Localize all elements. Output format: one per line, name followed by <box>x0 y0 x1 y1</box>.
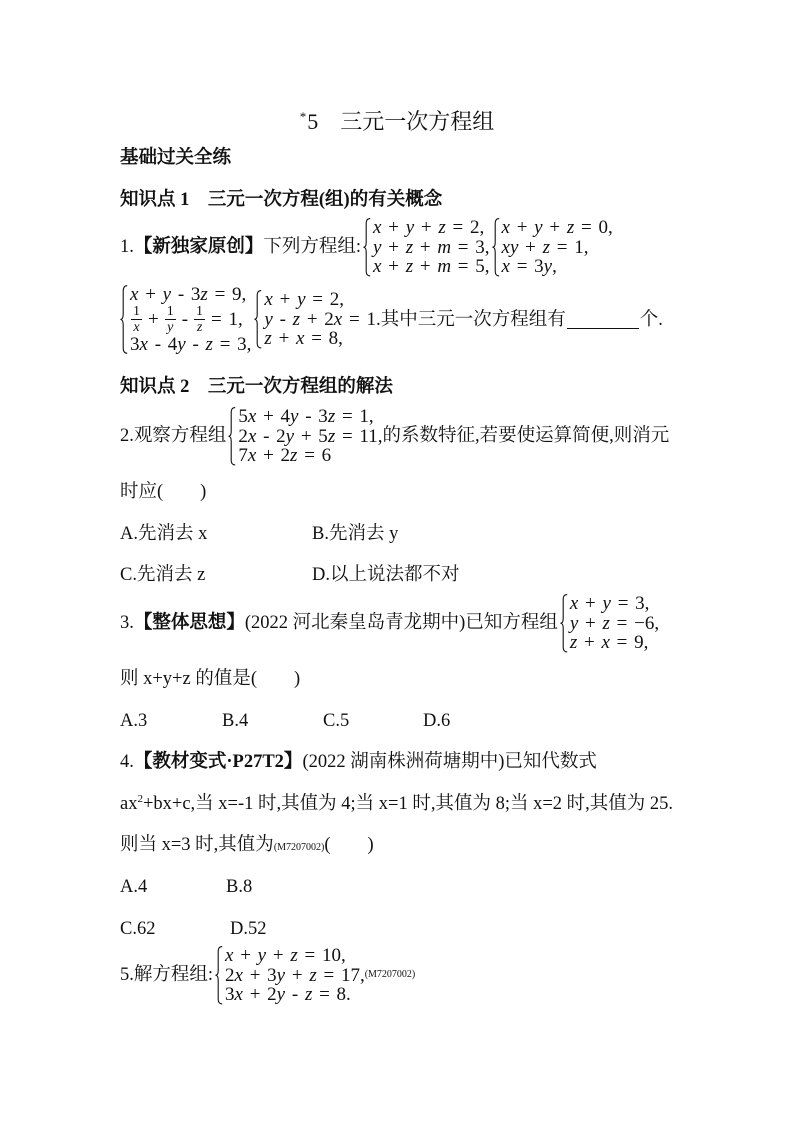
variable: x <box>501 236 510 258</box>
variable: m <box>437 256 452 277</box>
equation: 5x + 4y - 3z = 1, <box>238 406 374 427</box>
variable: y <box>257 945 267 966</box>
variable: z <box>542 236 551 258</box>
equation: xy + z = 1, <box>501 236 589 258</box>
variable: z <box>309 964 317 986</box>
option-c: C.62 <box>120 919 156 939</box>
question-4-row-1 <box>120 752 597 772</box>
equation-rows <box>371 218 489 277</box>
left-brace-icon <box>560 594 568 653</box>
variable: z <box>205 333 213 355</box>
variable: x <box>139 333 148 355</box>
left-brace-icon <box>492 218 500 277</box>
question-2-row-1 <box>120 407 669 466</box>
variable: y <box>297 289 306 311</box>
question-1-row-1 <box>120 218 613 277</box>
variable: x <box>130 284 139 305</box>
equation-system <box>228 407 382 466</box>
option-b: B.先消去 y <box>312 524 399 544</box>
numerator: 1 <box>196 304 204 319</box>
operator: + <box>148 308 159 330</box>
variable: x <box>296 328 305 350</box>
variable: z <box>290 945 298 966</box>
equation: x + y - 3z = 9, <box>130 284 247 305</box>
variable: x <box>264 289 273 311</box>
operator: - <box>181 308 189 330</box>
question-text: 则当 x=3 时,其值为 <box>120 835 274 855</box>
variable: z <box>290 445 298 466</box>
variable: x <box>225 945 234 966</box>
option-b: B.4 <box>222 711 249 731</box>
question-text: +bx+c,当 x=-1 时,其值为 4;当 x=1 时,其值为 8;当 x=2 时,其值为 25. <box>142 794 674 814</box>
question-tag: 【整体思想】 <box>133 613 245 634</box>
variable: y <box>162 284 172 305</box>
equation-system-4 <box>254 290 380 349</box>
variable: z <box>327 425 336 447</box>
left-brace-icon <box>228 407 236 466</box>
equation: y + z + m = 3, <box>373 236 490 258</box>
option-d: D.以上说法都不对 <box>312 565 460 585</box>
question-code: (M7207002) <box>273 842 325 853</box>
variable: y <box>290 406 299 427</box>
left-brace-icon <box>215 946 223 1005</box>
variable: x <box>234 964 243 986</box>
denominator: x <box>133 320 140 335</box>
equation-rows <box>236 407 382 466</box>
equation-system-2 <box>492 218 613 277</box>
denominator: z <box>196 320 203 335</box>
variable: y <box>285 425 295 447</box>
variable: z <box>602 612 610 634</box>
equation-system-1 <box>363 218 489 277</box>
equation: x + y + z = 2, <box>373 217 485 238</box>
question-number: 1. <box>120 237 134 258</box>
equation: y - z + 2x = 1. <box>264 308 381 330</box>
option-d: D.6 <box>423 711 451 731</box>
equation-right-side: = 1, <box>211 308 243 330</box>
numerator: 1 <box>133 304 140 319</box>
variable: z <box>566 217 575 238</box>
variable: y <box>569 612 579 634</box>
equation: x + y = 2, <box>264 289 344 311</box>
knowledge-point-1-heading: 知识点 1 三元一次方程(组)的有关概念 <box>120 190 443 210</box>
equation: z + x = 9, <box>569 632 649 653</box>
option-b: B.8 <box>226 877 253 897</box>
question-4-row-2 <box>120 794 673 814</box>
question-text: 则 x+y+z 的值是( ) <box>120 669 301 689</box>
question-stem: 下列方程组: <box>263 237 362 258</box>
option-d: D.52 <box>230 919 267 939</box>
variable: x <box>333 308 343 330</box>
exponent: 2 <box>137 793 143 805</box>
question-code: (M7207002) <box>364 969 416 981</box>
equation-system <box>560 594 659 653</box>
question-stem: (2022 湖南株洲荷塘期中)已知代数式 <box>302 752 597 772</box>
left-brace-icon <box>254 290 262 349</box>
variable: z <box>327 406 336 427</box>
equation-rows <box>500 218 613 277</box>
question-stem: 解方程组: <box>133 965 214 986</box>
section-heading: 基础过关全练 <box>120 148 232 168</box>
question-5-row-1 <box>120 946 415 1005</box>
variable: y <box>405 217 415 238</box>
equation-system <box>215 946 365 1005</box>
question-text: 的系数特征,若要使运算简便,则消元 <box>382 426 670 447</box>
variable: z <box>569 632 578 653</box>
variable: m <box>437 236 452 258</box>
numerator: 1 <box>166 304 174 319</box>
equation: x + z + m = 5, <box>373 256 490 277</box>
expression: ax <box>120 794 138 814</box>
equation: 3x + 2y - z = 8. <box>225 984 351 1005</box>
equation-system-3 <box>120 285 251 354</box>
variable: z <box>292 308 301 330</box>
answer-parentheses: ( ) <box>324 835 374 855</box>
equation: 2x + 3y + z = 17, <box>225 964 365 986</box>
fraction <box>165 305 176 334</box>
variable: x <box>501 256 510 277</box>
variable: x <box>501 217 510 238</box>
equation-rows <box>223 946 365 1005</box>
variable: y <box>543 256 553 277</box>
question-tag: 【教材变式·P27T2】 <box>133 752 303 772</box>
question-4-row-3 <box>120 835 374 858</box>
equation: 3x - 4y - z = 3, <box>130 333 252 355</box>
question-stem: (2022 河北秦皇岛青龙期中)已知方程组 <box>244 613 558 634</box>
variable: x <box>247 425 257 447</box>
left-brace-icon <box>363 218 371 277</box>
option-a: A.4 <box>120 877 148 897</box>
equation: x = 3y, <box>501 256 557 277</box>
variable: z <box>264 328 272 350</box>
variable: x <box>247 445 257 466</box>
question-number: 2. <box>120 426 134 447</box>
variable: x <box>247 406 257 427</box>
page-title <box>0 104 794 135</box>
variable: x <box>569 593 579 614</box>
variable: y <box>534 217 543 238</box>
variable: x <box>601 632 610 653</box>
question-1-row-2 <box>120 285 663 354</box>
left-brace-icon <box>120 285 128 354</box>
question-stem: 观察方程组 <box>133 426 227 447</box>
fraction <box>131 305 142 334</box>
denominator: y <box>167 320 174 335</box>
equation: y + z = −6, <box>569 612 660 634</box>
title-text: 5 三元一次方程组 <box>307 109 495 134</box>
equation-rows <box>568 594 659 653</box>
question-number: 3. <box>120 613 134 634</box>
variable: y <box>373 236 382 258</box>
equation: z + x = 8, <box>264 328 343 350</box>
variable: z <box>405 256 414 277</box>
option-a: A.先消去 x <box>120 524 208 544</box>
equation: x + y = 3, <box>569 593 650 614</box>
variable: x <box>373 217 382 238</box>
fraction <box>194 305 205 334</box>
variable: y <box>509 236 519 258</box>
question-text: 个. <box>639 309 663 330</box>
equation: 2x - 2y + 5z = 11, <box>238 425 383 447</box>
variable: y <box>177 333 186 355</box>
variable: y <box>276 964 286 986</box>
variable: x <box>234 984 243 1005</box>
equation: 7x + 2z = 6 <box>238 445 332 466</box>
variable: y <box>276 984 286 1005</box>
question-text: 其中三元一次方程组有 <box>380 309 566 330</box>
equation-rows <box>262 290 380 349</box>
question-tag: 【新独家原创】 <box>133 237 264 258</box>
optional-mark: * <box>299 109 307 124</box>
variable: z <box>405 236 414 258</box>
equation: x + y + z = 0, <box>501 217 613 238</box>
option-a: A.3 <box>120 711 148 731</box>
variable: z <box>438 217 446 238</box>
variable: z <box>200 284 208 305</box>
knowledge-point-2-heading: 知识点 2 三元一次方程组的解法 <box>120 377 393 397</box>
question-number: 5. <box>120 965 134 986</box>
variable: y <box>264 308 273 330</box>
question-text: 时应( ) <box>120 482 207 502</box>
question-3-row-1 <box>120 594 659 653</box>
variable: z <box>304 984 313 1005</box>
fraction-equation <box>130 305 251 335</box>
option-c: C.先消去 z <box>120 565 206 585</box>
equation: x + y + z = 10, <box>225 945 346 966</box>
variable: x <box>373 256 382 277</box>
question-number: 4. <box>120 752 134 772</box>
equation-rows <box>128 285 251 354</box>
variable: y <box>602 593 611 614</box>
option-c: C.5 <box>323 711 350 731</box>
answer-blank <box>567 311 639 329</box>
